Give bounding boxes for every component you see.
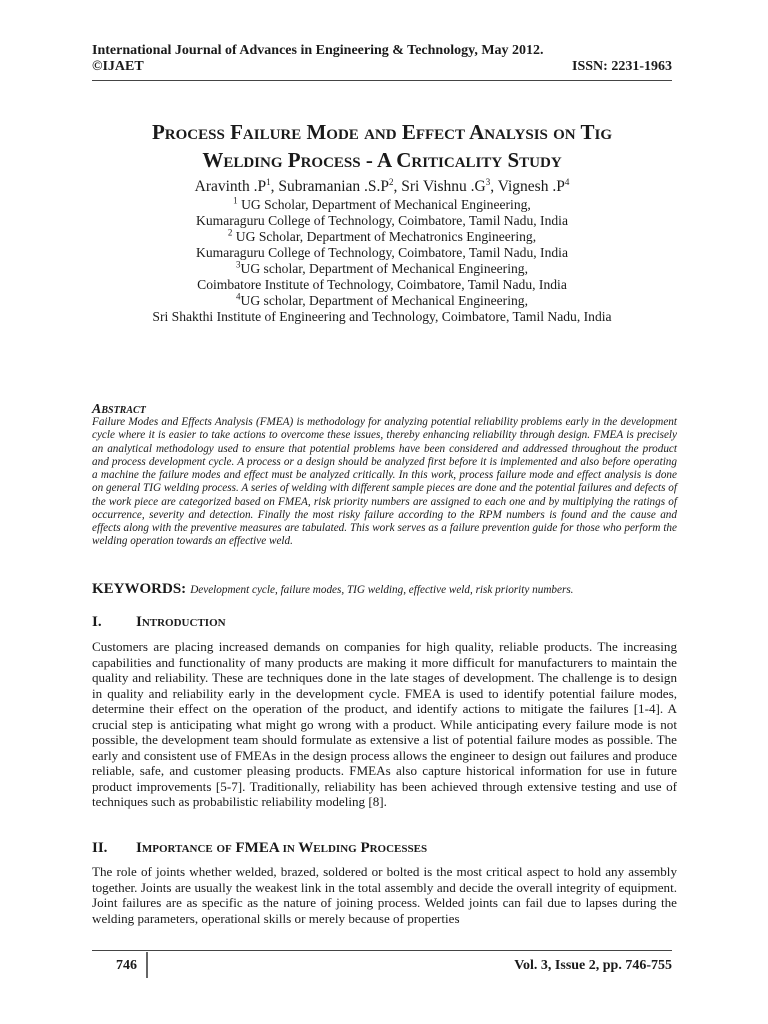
- affiliation-institution: Kumaraguru College of Technology, Coimbatore, Tamil Nadu, India: [196, 245, 568, 260]
- affiliation-institution: Sri Shakthi Institute of Engineering and Technology, Coimbatore, Tamil Nadu, India: [152, 309, 612, 324]
- journal-name: International Journal of Advances in Engineering & Technology, May 2012.: [92, 43, 544, 58]
- header-rule: [92, 80, 672, 81]
- section-heading-importance: [92, 840, 427, 857]
- section-heading-introduction: [92, 614, 226, 631]
- affiliation-mark: 4: [236, 291, 241, 302]
- copyright-label: ©IJAET: [92, 59, 144, 74]
- affiliation-dept: [80, 293, 684, 309]
- abstract-heading: Abstract: [92, 402, 146, 417]
- introduction-paragraph: Customers are placing increased demands on companies for high quality, reliable products. The increasing capabilities and functionality of many products are making it more difficult for manufacturers to maintain the quality and reliability. These are techniques done in the late stages of development. The challenge is to design in quality and reliability early in the development cycle. FMEA is used to identify potential failure modes, determine their effect on the operation of the product, and identify actions to mitigate the failures [1-4]. A crucial step is anticipating what might go wrong with a product. While anticipating every failure mode is not possible, the development team should formulate as extensive a list of potential failure modes as possible. The early and consistent use of FMEAs in the design process allows the engineer to design out failures and produce reliable, safe, and customer pleasing products. FMEAs also capture historical information for use in future product improvements [5-7]. Traditionally, reliability has been achieved through extensive testing and use of techniques such as probabilistic reliability modeling [8].: [92, 639, 677, 810]
- affiliation-dept: [80, 197, 684, 213]
- affiliation-dept-text: UG Scholar, Department of Mechanical Engineering,: [241, 197, 531, 212]
- importance-paragraph: The role of joints whether welded, brazed, soldered or bolted is the most critical aspect to hold any assembly together. Joints are usually the weakest link in the total assembly and decide the overall integrity of equipment. Joint failures are as specific as the nature of joining process. Welded joints can fail due to lapses during the welding parameters, operational skills or merely because of properties: [92, 864, 677, 926]
- affiliation-dept-text: UG Scholar, Department of Mechatronics Engineering,: [235, 229, 537, 244]
- page-footer: [92, 950, 672, 978]
- author-affil-mark: 2: [389, 176, 394, 187]
- author-list: Aravinth $.P^1$, Subramanian $.S.P^2$, Sri Vishnu $.G^3$, Vignesh $.P^4$: [194, 176, 570, 195]
- affiliation-list: [80, 197, 684, 325]
- abstract-text: Failure Modes and Effects Analysis (FMEA) is methodology for analyzing potential reliability problems early in the development cycle where it is easier to take actions to overcome these issues, thereby enhancing reliability through design. FMEA is precisely an analytical methodology used to ensure that potential problems have been considered and addressed throughout the product and process development cycle. A process or a design should be analyzed first before it is implemented and also before operating a machine the failure modes and effect must be analyzed critically. In this work, process failure mode and effect analysis is done on general TIG welding process. A series of welding with different sample pieces are done and the potential failures and defects of the work piece are categorized based on FMEA, risk priority numbers are assigned to each one and by multiplying the ratings of occurrence, severity and detection. Finally the most risky failure according to the RPM numbers is found and the cause and effects along with the preventive measures are tabulated. This work serves as a failure prevention guide for those who perform the welding operation towards an effective weld.: [92, 416, 677, 548]
- keywords-label: KEYWORDS:: [92, 581, 187, 597]
- author-affil-mark: 4: [564, 176, 570, 187]
- keywords-block: [92, 580, 677, 598]
- title-line-1: Process Failure Mode and Effect Analysis on Tig: [151, 120, 613, 144]
- section-number: II.: [92, 840, 108, 856]
- affiliation-dept-text: UG scholar, Department of Mechanical Engineering,: [240, 293, 528, 308]
- page-number: 746: [116, 958, 137, 973]
- author-affil-mark: 3: [485, 176, 491, 187]
- keywords-text: Development cycle, failure modes, TIG welding, effective weld, risk priority numbers.: [190, 584, 574, 596]
- author-name: Subramanian .S.P: [278, 178, 390, 195]
- section-number: I.: [92, 614, 102, 630]
- author-affil-mark: 1: [266, 176, 271, 187]
- affiliation-dept: [80, 261, 684, 277]
- affiliation-mark: 3: [236, 259, 241, 270]
- affiliation-mark: 2: [227, 227, 233, 238]
- journal-header: [92, 43, 672, 75]
- affiliation-dept: [80, 229, 684, 245]
- affiliation-mark: 1: [233, 195, 238, 206]
- paper-title: [92, 118, 672, 174]
- affiliation-institution: Coimbatore Institute of Technology, Coimbatore, Tamil Nadu, India: [197, 277, 567, 292]
- footer-rule: [92, 950, 672, 951]
- author-name: Vignesh .P: [497, 178, 565, 195]
- issn-label: ISSN: 2231-1963: [572, 59, 672, 74]
- section-title: Importance of FMEA in Welding Processes: [136, 840, 428, 856]
- affiliation-institution: Kumaraguru College of Technology, Coimbatore, Tamil Nadu, India: [196, 213, 568, 228]
- volume-info: Vol. 3, Issue 2, pp. 746-755: [514, 958, 672, 973]
- section-title: Introduction: [136, 614, 226, 630]
- author-name: Sri Vishnu .G: [401, 178, 486, 195]
- author-name: Aravinth .P: [194, 178, 267, 195]
- affiliation-dept-text: UG scholar, Department of Mechanical Engineering,: [240, 261, 528, 276]
- footer-divider: [146, 952, 148, 978]
- title-line-2: Welding Process - A Criticality Study: [202, 148, 562, 172]
